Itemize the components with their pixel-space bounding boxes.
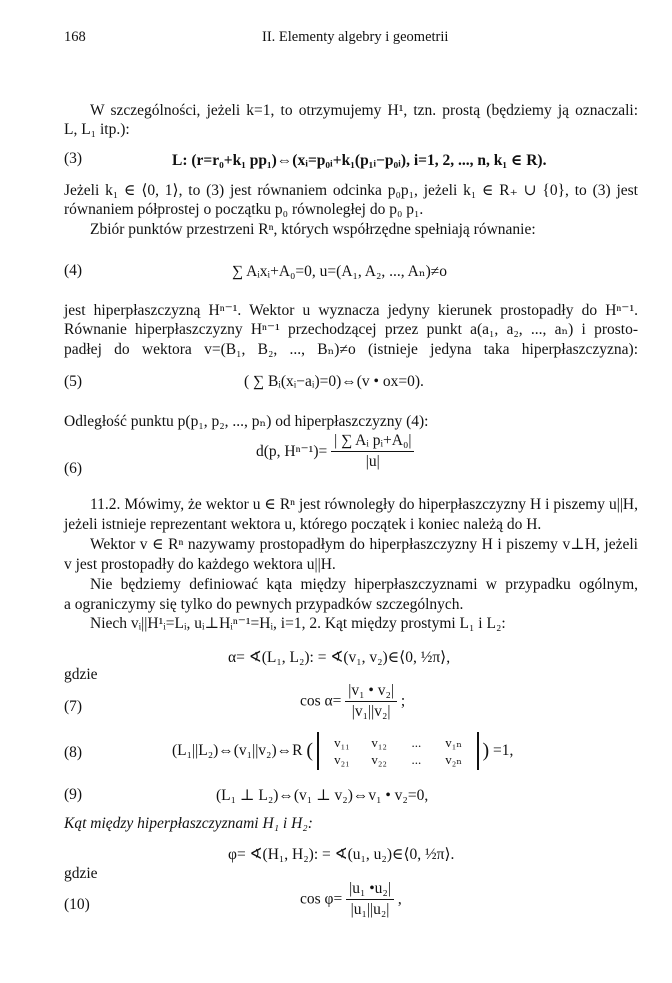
- matrix-row: [325, 734, 471, 751]
- text-line: Zbiór punktów przestrzeni Rⁿ, których współrzędne spełniają równanie:: [90, 221, 536, 238]
- equation-number: (7): [64, 698, 83, 715]
- text-line: padłej do wektora v=(B₁, B₂, ..., Bₙ)≠o (istnieje jedyna taka hiperpłaszczyzna):: [64, 341, 638, 358]
- equation-lhs: (L₁||L₂)⇔(v₁||v₂)⇔R: [172, 742, 303, 759]
- equation-tail: ;: [400, 692, 406, 710]
- equation-number: (4): [64, 262, 83, 279]
- equation-rhs: =1,: [493, 742, 514, 759]
- text-line: gdzie: [64, 865, 98, 882]
- equation-number: (9): [64, 786, 83, 803]
- matrix: [317, 732, 479, 770]
- text-line: Wektor v ∈ Rⁿ nazywamy prostopadłym do hiperpłaszczyzny H i piszemy v⊥H, jeżeli: [90, 536, 638, 553]
- matrix-cell: v₂₁: [334, 752, 350, 767]
- equation-number: (3): [64, 150, 83, 167]
- text-line: a ograniczymy się tylko do pewnych przypadków szczególnych.: [64, 596, 464, 613]
- text-line: równaniem półprostej o początku p₀ równoległej do p₀ p₁.: [64, 201, 424, 218]
- matrix-cell: v₁ₙ: [445, 735, 462, 750]
- equation: L: (r=r₀+k₁ pp₁)⇔(xᵢ=p₀ᵢ+k₁(p₁ᵢ−p₀ᵢ), i=1, 2, ..., n, k₁ ∈ R).: [172, 152, 547, 169]
- text-line: L, L₁ itp.):: [64, 121, 130, 138]
- equation: [300, 682, 405, 721]
- equation: (L₁||L₂)⇔(v₁||v₂)⇔R ( v₁₁ v₁₂ ... v₁ₙ v₂₁ v₂₂ ... v₂ₙ ) =1,: [172, 732, 513, 770]
- equation: φ= ∢(H₁, H₂): = ∢(u₁, u₂)∈⟨0, ½π⟩.: [228, 846, 455, 863]
- page-number: 168: [64, 29, 86, 45]
- text-line: v jest prostopadły do każdego wektora u||H.: [64, 556, 336, 573]
- running-title: II. Elementy algebry i geometrii: [262, 29, 449, 45]
- matrix-cell: v₂₂: [371, 752, 387, 767]
- text-line: gdzie: [64, 666, 98, 683]
- matrix-cell: v₁₂: [371, 735, 387, 750]
- fraction-denominator: |u₁||u₂|: [350, 901, 390, 918]
- fraction-numerator: | ∑ Aᵢ pᵢ+A₀|: [331, 432, 414, 452]
- equation: ( ∑ Bᵢ(xᵢ−aᵢ)=0)⇔(v • ox=0).: [244, 373, 424, 390]
- text-line: Równanie hiperpłaszczyzny Hⁿ⁻¹ przechodzącej przez punkt a(a₁, a₂, ..., aₙ) i prosto-: [64, 321, 638, 338]
- matrix-cell: v₂ₙ: [445, 752, 462, 767]
- equation-number: (5): [64, 373, 83, 390]
- equation-lhs: cos α=: [300, 692, 342, 710]
- equation: [256, 432, 414, 471]
- equation-lhs: d(p, Hⁿ⁻¹)=: [256, 443, 328, 460]
- equation-tail: ,: [397, 890, 402, 908]
- text-line: Niech vᵢ||H¹ᵢ=Lᵢ, uᵢ⊥Hᵢⁿ⁻¹=Hᵢ, i=1, 2. Kąt między prostymi L₁ i L₂:: [90, 615, 506, 632]
- fraction-denominator: |u|: [365, 453, 380, 470]
- matrix-cell: v₁₁: [334, 735, 350, 750]
- fraction: [331, 432, 414, 471]
- equation-number: (10): [64, 896, 90, 913]
- equation: ∑ Aᵢxᵢ+A₀=0, u=(A₁, A₂, ..., Aₙ)≠o: [232, 263, 447, 280]
- equation: (L₁ ⊥ L₂)⇔(v₁ ⊥ v₂)⇔v₁ • v₂=0,: [216, 787, 429, 804]
- fraction-numerator: |v₁ • v₂|: [345, 682, 397, 702]
- text-line: W szczególności, jeżeli k=1, to otrzymujemy H¹, tzn. prostą (będziemy ją oznaczali:: [90, 102, 638, 119]
- equation: [300, 880, 402, 919]
- text-line: Odległość punktu p(p₁, p₂, ..., pₙ) od hiperpłaszczyzny (4):: [64, 413, 429, 430]
- text-line: jeżeli istnieje reprezentant wektora u, którego początek i koniec należą do H.: [64, 516, 542, 533]
- section-11-2: 11.2. Mówimy, że wektor u ∈ Rⁿ jest równoległy do hiperpłaszczyzny H i piszemy u||H,: [90, 496, 638, 513]
- matrix-cell: ...: [411, 752, 422, 767]
- text-line: jest hiperpłaszczyzną Hⁿ⁻¹. Wektor u wyznacza jedyny kierunek prostopadły do Hⁿ⁻¹.: [64, 302, 638, 319]
- fraction: [345, 682, 397, 721]
- matrix-row: [325, 751, 471, 768]
- text-line: Jeżeli k₁ ∈ ⟨0, 1⟩, to (3) jest równaniem odcinka p₀p₁, jeżeli k₁ ∈ R₊ ∪ {0}, to (3) jest: [64, 182, 638, 199]
- fraction: [346, 880, 394, 919]
- matrix-cell: ...: [411, 735, 422, 750]
- equation-lhs: cos φ=: [300, 890, 343, 908]
- fraction-numerator: |u₁ •u₂|: [346, 880, 394, 900]
- text-line: Nie będziemy definiować kąta między hiperpłaszczyznami w przypadku ogólnym,: [90, 576, 638, 593]
- text-line: Kąt między hiperpłaszczyznami H₁ i H₂:: [64, 815, 313, 832]
- fraction-denominator: |v₁||v₂|: [351, 703, 391, 720]
- equation-number: (6): [64, 460, 83, 477]
- equation-number: (8): [64, 744, 83, 761]
- equation: α= ∢(L₁, L₂): = ∢(v₁, v₂)∈⟨0, ½π⟩,: [228, 649, 451, 666]
